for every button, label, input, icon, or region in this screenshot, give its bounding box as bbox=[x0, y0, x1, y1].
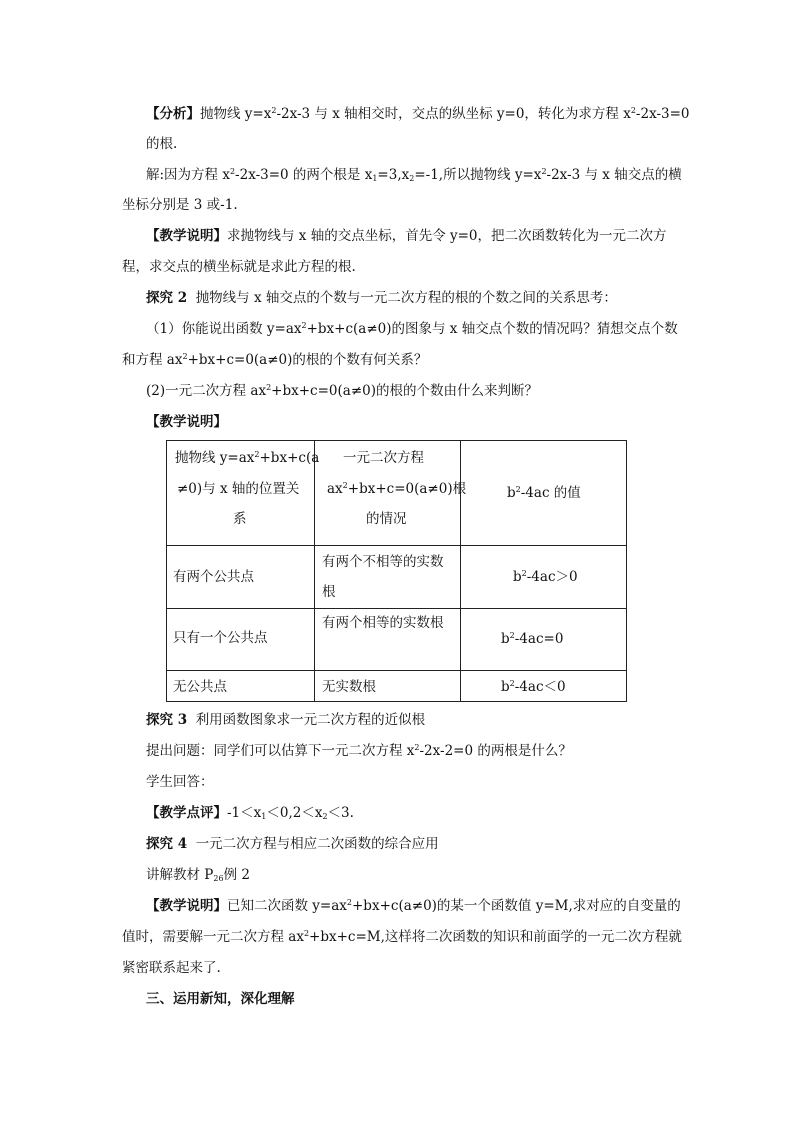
answer-line: 学生回答： bbox=[146, 774, 214, 790]
comparison-table bbox=[166, 440, 627, 702]
table-divider bbox=[167, 545, 626, 546]
sup: 2 bbox=[414, 743, 420, 752]
table-cell-r2c3 bbox=[501, 624, 563, 654]
table-cell-r2c1: 只有一个公共点 bbox=[173, 630, 268, 646]
table-divider bbox=[314, 441, 315, 701]
text: -2x-3 与 x 轴相交时，交点的纵坐标 y=0，转化为求方程 x bbox=[276, 106, 631, 122]
sup: 2 bbox=[266, 383, 272, 392]
text: 抛物线 y=x bbox=[200, 106, 272, 122]
sub: 26 bbox=[213, 874, 224, 883]
teaching-note-heading: 【教学说明】 bbox=[146, 414, 227, 430]
table-header-1-line-2: ≠0)与 x 轴的位置关 bbox=[177, 481, 300, 497]
sup: 2 bbox=[342, 481, 348, 490]
analysis-tag: 【分析】 bbox=[146, 106, 200, 122]
table-header-1 bbox=[175, 443, 319, 473]
explore-3-label: 探究 3 bbox=[146, 712, 188, 728]
table-cell-r1c2: 有两个不相等的实数 bbox=[322, 554, 444, 570]
sup: 2 bbox=[509, 631, 515, 640]
teaching-note-tag: 【教学说明】 bbox=[146, 228, 227, 244]
text: b bbox=[507, 485, 516, 501]
text: b bbox=[501, 679, 510, 695]
analysis-line-2: 的根. bbox=[146, 136, 178, 152]
text: ＜0,2＜x bbox=[266, 805, 323, 821]
question-line bbox=[146, 742, 572, 760]
question-1-line-1 bbox=[146, 320, 678, 338]
final-note-line-1 bbox=[146, 897, 681, 915]
question-1-line-2 bbox=[122, 351, 427, 369]
text: 抛物线 y=ax bbox=[175, 450, 255, 466]
text: 和方程 ax bbox=[122, 352, 183, 368]
explore-2-line bbox=[146, 289, 617, 307]
text: -4ac 的值 bbox=[520, 485, 581, 501]
sup: 2 bbox=[521, 569, 527, 578]
sup: 2 bbox=[271, 106, 277, 115]
teaching-note-line-1 bbox=[146, 227, 667, 245]
text: -2x-2=0 的两根是什么？ bbox=[419, 743, 572, 759]
text: +bx+c(a≠0)的某一个函数值 y=M,求对应的自变量的 bbox=[352, 898, 681, 914]
text: -4ac＞0 bbox=[526, 569, 578, 585]
text: +bx+c(a bbox=[259, 450, 320, 466]
sup: 2 bbox=[346, 898, 352, 907]
sup: 2 bbox=[182, 352, 188, 361]
sup: 2 bbox=[254, 450, 260, 459]
table-cell-r2c2: 有两个相等的实数根 bbox=[322, 615, 444, 631]
explore-4-label: 探究 4 bbox=[146, 836, 188, 852]
text: b bbox=[513, 569, 522, 585]
sub: 2 bbox=[322, 812, 328, 821]
text: =-1,所以抛物线 y=x bbox=[414, 167, 542, 183]
final-note-tag: 【教学说明】 bbox=[146, 898, 227, 914]
text: 解:因为方程 x bbox=[146, 167, 230, 183]
explore-3-line bbox=[146, 711, 425, 729]
text: （1）你能说出函数 y=ax bbox=[146, 321, 302, 337]
sup: 2 bbox=[515, 485, 521, 494]
table-divider bbox=[167, 670, 626, 671]
text: +bx+c(a≠0)的图象与 x 轴交点个数的情况吗？猜想交点个数 bbox=[306, 321, 678, 337]
sup: 2 bbox=[541, 167, 547, 176]
explore-2-label: 探究 2 bbox=[146, 290, 188, 306]
question-2-line bbox=[146, 382, 538, 400]
table-header-2: 一元二次方程 bbox=[343, 450, 424, 466]
text: -4ac＜0 bbox=[514, 679, 566, 695]
table-header-2-line-2 bbox=[327, 474, 466, 504]
text: 值时，需要解一元二次方程 ax bbox=[122, 929, 304, 945]
text: -2x-3=0 bbox=[635, 106, 690, 122]
table-cell-r3c1: 无公共点 bbox=[173, 679, 227, 695]
text: =3,x bbox=[377, 167, 410, 183]
text: 一元二次方程与相应二次函数的综合应用 bbox=[195, 836, 439, 852]
table-cell-r3c3 bbox=[501, 672, 566, 702]
text: +bx+c=M,这样将二次函数的知识和前面学的一元二次方程就 bbox=[309, 929, 682, 945]
table-cell-r1c3 bbox=[513, 562, 578, 592]
sub: 2 bbox=[409, 174, 415, 183]
sup: 2 bbox=[303, 929, 310, 938]
text: 提出问题：同学们可以估算下一元二次方程 x bbox=[146, 743, 415, 759]
sub: 1 bbox=[372, 174, 378, 183]
text: 求抛物线与 x 轴的交点坐标，首先令 y=0，把二次函数转化为一元二次方 bbox=[227, 228, 667, 244]
solution-line-2: 坐标分别是 3 或-1. bbox=[122, 197, 238, 213]
text: 利用函数图象求一元二次方程的近似根 bbox=[195, 712, 426, 728]
analysis-line-1 bbox=[146, 105, 690, 123]
final-note-line-3: 紧密联系起来了. bbox=[122, 960, 221, 976]
text: (2)一元二次方程 ax bbox=[146, 383, 267, 399]
teaching-note-line-2: 程，求交点的横坐标就是求此方程的根. bbox=[122, 259, 356, 275]
text: 例 2 bbox=[223, 867, 250, 883]
text: 抛物线与 x 轴交点的个数与一元二次方程的根的个数之间的关系思考： bbox=[195, 290, 617, 306]
text: b bbox=[501, 631, 510, 647]
text: +bx+c=0(a≠0)的根的个数由什么来判断？ bbox=[271, 383, 538, 399]
textbook-line bbox=[146, 866, 250, 884]
text: -2x-3 与 x 轴交点的横 bbox=[546, 167, 682, 183]
text: -4ac=0 bbox=[514, 631, 564, 647]
sup: 2 bbox=[301, 321, 307, 330]
comment-tag: 【教学点评】 bbox=[146, 805, 227, 821]
final-note-line-2 bbox=[122, 928, 682, 946]
table-cell-r3c2: 无实数根 bbox=[322, 679, 376, 695]
text: -1＜x bbox=[227, 805, 262, 821]
text: 讲解教材 P bbox=[146, 867, 214, 883]
comment-line bbox=[146, 804, 354, 822]
sup: 2 bbox=[509, 679, 515, 688]
sup: 2 bbox=[229, 167, 236, 176]
text: +bx+c=0(a≠0)的根的个数有何关系？ bbox=[187, 352, 428, 368]
text: ＜3. bbox=[327, 805, 354, 821]
sub: 1 bbox=[261, 812, 267, 821]
table-cell-r1c1: 有两个公共点 bbox=[173, 569, 254, 585]
text: 已知二次函数 y=ax bbox=[227, 898, 347, 914]
section-3-heading: 三、运用新知，深化理解 bbox=[146, 991, 295, 1007]
text: +bx+c=0(a≠0)根 bbox=[347, 481, 467, 497]
solution-line-1 bbox=[146, 166, 682, 184]
sup: 2 bbox=[630, 106, 636, 115]
table-header-1-line-3: 系 bbox=[233, 511, 247, 527]
table-header-3 bbox=[507, 478, 581, 508]
text: ax bbox=[327, 481, 343, 497]
table-cell-r1c2-line-2: 根 bbox=[322, 584, 336, 600]
text: -2x-3=0 的两个根是 x bbox=[235, 167, 373, 183]
table-header-2-line-3: 的情况 bbox=[366, 511, 407, 527]
explore-4-line bbox=[146, 835, 439, 853]
